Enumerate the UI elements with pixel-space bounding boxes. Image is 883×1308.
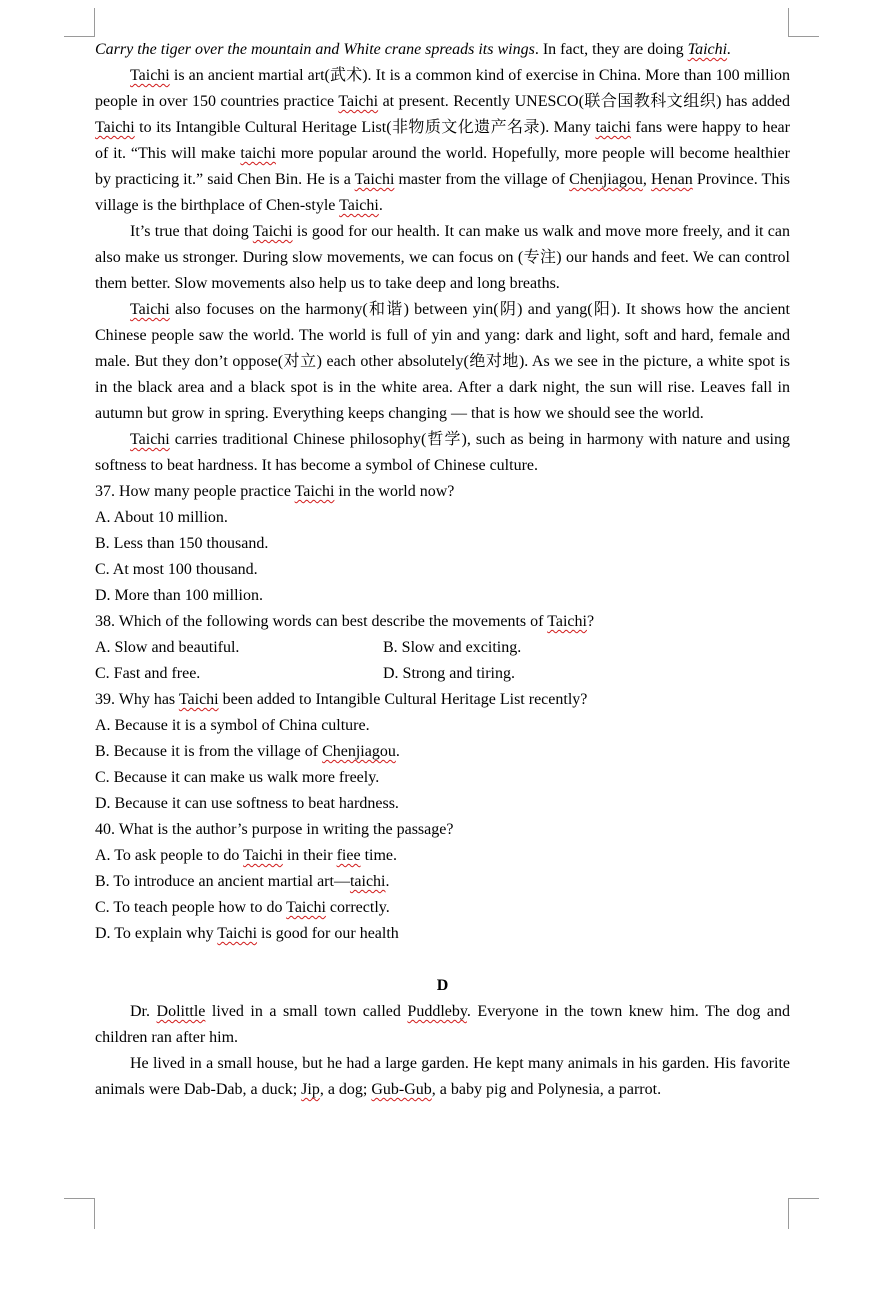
section-d-paragraph-1: Dr. Dolittle lived in a small town called Puddleby. Everyone in the town knew him. The dog and children ran after him. [95,1003,790,1046]
spellcheck-word: taichi [349,873,386,890]
spellcheck-word: Taichi [338,93,379,110]
spellcheck-word: Taichi [130,67,170,84]
question-39-option-d: D. Because it can use softness to beat hardness. [95,795,399,812]
spellcheck-word: Henan [651,171,693,188]
question-38-option-d: D. Strong and tiring. [383,665,515,682]
question-38-stem: 38. Which of the following words can best describe the movements of Taichi? [95,613,595,630]
paragraph-taichi-history: Taichi is an ancient martial art(武术). It is a common kind of exercise in China. More than 100 million people in over 150 countries practice Taichi at present. Recently UNESCO(联合国教科文组织) has added Taichi to its Intangible Cultural Heritage List(非物质文化遗产名录). Many taichi fans were happy to hear of it. “This will make taichi more popular around the world. Hopefully, more people will become healthier by practicing it.” said Chen Bin. He is a Taichi master from the village of Chenjiagou, Henan Province. This village is the birthplace of Chen-style Taichi. [95,67,791,214]
question-40-option-c: C. To teach people how to do Taichi correctly. [95,899,390,916]
spellcheck-word: Taichi [687,41,728,58]
spellcheck-word: Gub-Gub [371,1081,432,1098]
question-37-option-a: A. About 10 million. [95,509,228,526]
question-39-stem: 39. Why has Taichi been added to Intangible Cultural Heritage List recently? [95,691,588,708]
paragraph-taichi-health: It’s true that doing Taichi is good for our health. It can make us walk and move more freely, and it can also make us stronger. During slow movements, we can focus on (专注) our hands and feet. We can control them better. Slow movements also help us to take deep and long breaths. [95,223,791,292]
spellcheck-word: Taichi [217,925,258,942]
spellcheck-word: Chenjiagou [569,171,643,188]
spellcheck-word: Puddleby [407,1003,467,1020]
question-37-stem: 37. How many people practice Taichi in the world now? [95,483,455,500]
question-38-option-c: C. Fast and free. [95,665,201,682]
paragraph-taichi-harmony: Taichi also focuses on the harmony(和谐) between yin(阴) and yang(阳). It shows how the ancient Chinese people saw the world. The world is full of yin and yang: dark and light, soft and hard, female and male. But they don’t oppose(对立) each other absolutely(绝对地). As we see in the picture, a white spot is in the black area and a black spot is in the white area. After a dark night, the sun will rise. Leaves fall in autumn but grow in spring. Everything keeps changing — that is how we should see the world. [95,301,790,422]
question-39-option-c: C. Because it can make us walk more freely. [95,769,380,786]
spellcheck-word: taichi [240,145,276,162]
spellcheck-word: taichi [595,119,631,136]
document-body [95,37,790,1103]
question-37-option-b: B. Less than 150 thousand. [95,535,269,552]
spellcheck-word: Taichi [547,613,587,630]
intro-italic-text: Carry the tiger over the mountain and White crane spreads its wings [95,41,535,58]
spellcheck-word: Taichi [252,223,293,240]
spellcheck-word: Taichi [339,197,379,214]
question-40-option-d: D. To explain why Taichi is good for our health [95,925,399,942]
question-38-option-a: A. Slow and beautiful. [95,639,240,656]
spellcheck-word: Taichi [95,119,135,136]
question-39-option-b: B. Because it is from the village of Chenjiagou. [95,743,400,760]
spellcheck-word: Taichi [130,301,170,318]
spellcheck-word: Jip [301,1081,320,1098]
spellcheck-word: Taichi [243,847,283,864]
question-40-option-a: A. To ask people to do Taichi in their fiee time. [95,847,397,864]
question-38-options-row-1 [95,635,790,661]
question-39-option-a: A. Because it is a symbol of China culture. [95,717,370,734]
spellcheck-word: fiee [336,847,361,864]
paragraph-taichi-philosophy: Taichi carries traditional Chinese philosophy(哲学), such as being in harmony with nature and using softness to beat hardness. It has become a symbol of Chinese culture. [95,431,790,474]
question-37-option-c: C. At most 100 thousand. [95,561,258,578]
page-corner-mark-bottom-right [788,1198,819,1229]
section-d-heading: D [436,977,449,994]
section-d-paragraph-2: He lived in a small house, but he had a large garden. He kept many animals in his garden. His favorite animals were Dab-Dab, a duck; Jip, a dog; Gub-Gub, a baby pig and Polynesia, a parrot. [95,1055,790,1098]
spellcheck-word: Taichi [294,483,335,500]
page-corner-mark-bottom-left [64,1198,95,1229]
intro-paragraph: Carry the tiger over the mountain and White crane spreads its wings. In fact, they are doing Taichi. [95,41,732,58]
question-38-option-b: B. Slow and exciting. [383,639,522,656]
spellcheck-word: Dolittle [156,1003,206,1020]
spellcheck-word: Taichi [286,899,326,916]
question-38-options-row-2 [95,661,790,687]
spellcheck-word: Taichi [178,691,219,708]
page-corner-mark-top-right [788,8,819,37]
spellcheck-word: Chenjiagou [322,743,396,760]
question-37-option-d: D. More than 100 million. [95,587,263,604]
spellcheck-word: Taichi [354,171,395,188]
question-40-option-b: B. To introduce an ancient martial art—taichi. [95,873,390,890]
spellcheck-word: Taichi [130,431,170,448]
question-40-stem: 40. What is the author’s purpose in writing the passage? [95,821,454,838]
page-corner-mark-top-left [64,8,95,37]
